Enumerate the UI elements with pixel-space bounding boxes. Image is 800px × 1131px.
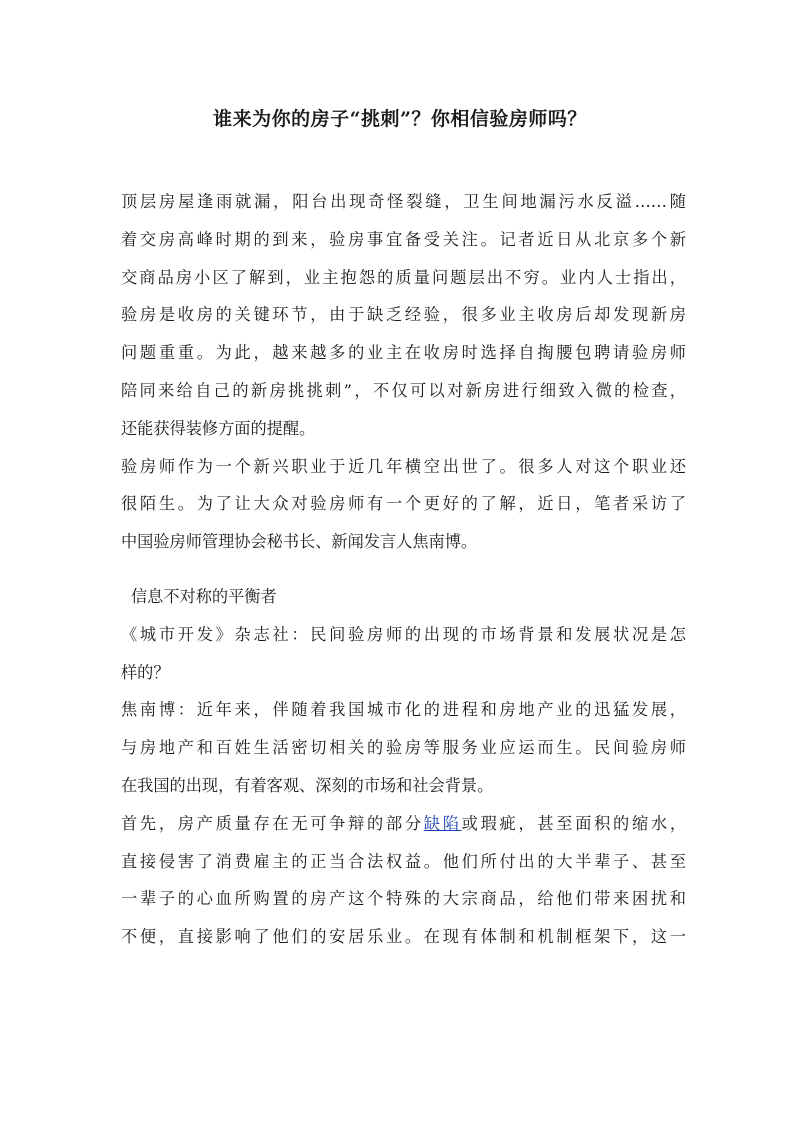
text-line: 顶层房屋逢雨就漏，阳台出现奇怪裂缝，卫生间地漏污水反溢……随: [121, 192, 686, 211]
text-line: 中国验房师管理协会秘书长、新闻发言人焦南博。: [121, 532, 478, 552]
text-line: 验房师作为一个新兴职业于近几年横空出世了。很多人对这个职业还: [121, 456, 686, 476]
section-heading: 信息不对称的平衡者: [131, 586, 277, 606]
text-line: 着交房高峰时期的到来，验房事宜备受关注。记者近日从北京多个新: [121, 229, 686, 249]
text-line: 验房是收房的关键环节，由于缺乏经验，很多业主收房后却发现新房: [121, 305, 686, 325]
text-line: 《城市开发》杂志社：民间验房师的出现的市场背景和发展状况是怎: [121, 624, 686, 644]
interview-answer: [121, 691, 686, 804]
text-line: 在我国的出现，有着客观、深刻的市场和社会背景。: [121, 775, 494, 795]
text-line: 很陌生。为了让大众对验房师有一个更好的了解，近日，笔者采访了: [121, 494, 686, 514]
text-line: 与房地产和百姓生活密切相关的验房等服务业应运而生。民间验房师: [121, 738, 686, 758]
text-segment: 或瑕疵，甚至面积的缩水，: [461, 813, 686, 833]
text-line: 一辈子的心血所购置的房产这个特殊的大宗商品，给他们带来困扰和: [121, 889, 686, 909]
text-line: 交商品房小区了解到，业主抱怨的质量问题层出不穷。业内人士指出，: [121, 267, 686, 287]
text-line: 直接侵害了消费雇主的正当合法权益。他们所付出的大半辈子、甚至: [121, 851, 686, 871]
text-line: 不便，直接影响了他们的安居乐业。在现有体制和机制框架下，这一: [121, 927, 686, 947]
text-line: 样的？: [121, 662, 170, 682]
paragraph-first-reason: [121, 805, 686, 956]
text-line: 问题重重。为此，越来越多的业主在收房时选择自掏腰包聘请验房师: [121, 343, 686, 363]
paragraph-intro: [121, 183, 686, 448]
text-line: 焦南博：近年来，伴随着我国城市化的进程和房地产业的迅猛发展，: [121, 700, 686, 720]
text-line: 还能获得装修方面的提醒。: [121, 418, 316, 438]
text-line: 陪同来给自己的新房挑挑刺”，不仅可以对新房进行细致入微的检查，: [121, 380, 686, 400]
defect-link[interactable]: 缺陷: [423, 813, 462, 833]
text-line: [121, 805, 686, 843]
document-body: [121, 183, 686, 956]
text-segment: 首先，房产质量存在无可争辩的部分: [121, 813, 424, 833]
document-title: 谁来为你的房子“挑刺”？你相信验房师吗？: [213, 108, 587, 130]
interview-question: [121, 616, 686, 692]
paragraph-profession: [121, 448, 686, 561]
